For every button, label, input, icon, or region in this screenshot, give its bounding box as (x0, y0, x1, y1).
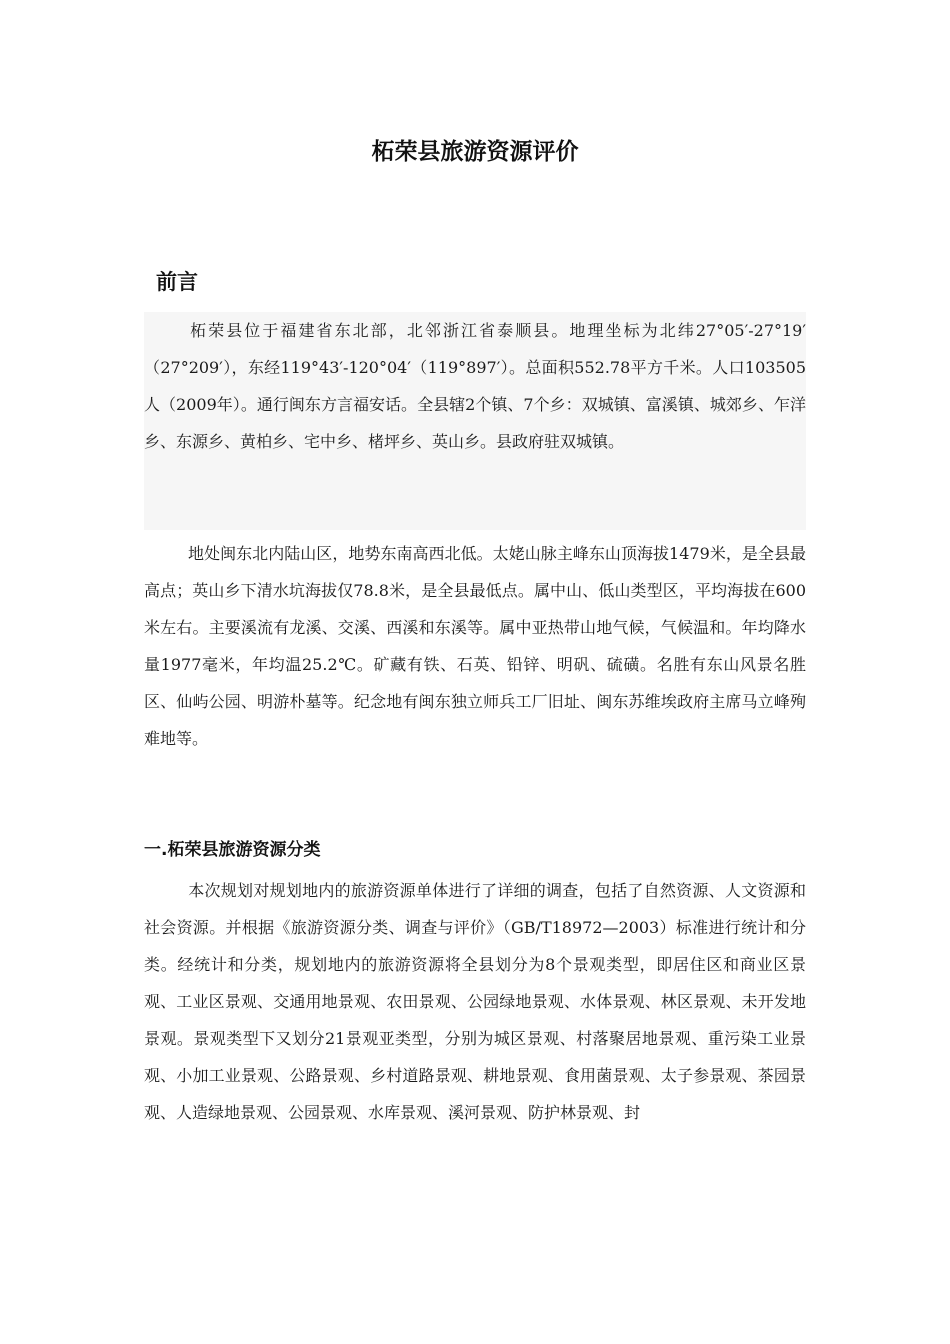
preface-paragraph-1-text: 柘荣县位于福建省东北部，北邻浙江省泰顺县。地理坐标为北纬27°05′-27°19′ （27°209′），东经119°43′-120°04′（119°897′）。总面积552.78平方千米。人口103505人（2009年）。通行闽东方言福安话。全县辖2个镇、7个乡：双城镇、富溪镇、城郊乡、乍洋乡、东源乡、黄柏乡、宅中乡、楮坪乡、英山乡。县政府驻双城镇。 (144, 321, 806, 451)
preface-paragraph-2 (144, 535, 806, 757)
document-title: 柘荣县旅游资源评价 (371, 139, 579, 165)
preface-paragraph-2-text: 地处闽东北内陆山区，地势东南高西北低。太姥山脉主峰东山顶海拔1479米，是全县最高点；英山乡下清水坑海拔仅78.8米，是全县最低点。属中山、低山类型区，平均海拔在600米左右。主要溪流有龙溪、交溪、西溪和东溪等。属中亚热带山地气候，气候温和。年均降水量1977毫米，年均温25.2℃。矿藏有铁、石英、铅锌、明矾、硫磺。名胜有东山风景名胜区、仙屿公园、明游朴墓等。纪念地有闽东独立师兵工厂旧址、闽东苏维埃政府主席马立峰殉难地等。 (144, 544, 806, 748)
preface-paragraph-1 (144, 312, 806, 530)
section-1-paragraph (144, 872, 806, 1131)
section-1-heading: 一.柘荣县旅游资源分类 (144, 840, 321, 860)
section-1-paragraph-text: 本次规划对规划地内的旅游资源单体进行了详细的调查，包括了自然资源、人文资源和社会资源。并根据《旅游资源分类、调查与评价》（GB/T18972—2003）标准进行统计和分类。经统计和分类，规划地内的旅游资源将全县划分为8个景观类型，即居住区和商业区景观、工业区景观、交通用地景观、农田景观、公园绿地景观、水体景观、林区景观、未开发地景观。景观类型下又划分21景观亚类型，分别为城区景观、村落聚居地景观、重污染工业景观、小加工业景观、公路景观、乡村道路景观、耕地景观、食用菌景观、太子参景观、茶园景观、人造绿地景观、公园景观、水库景观、溪河景观、防护林景观、封 (144, 881, 806, 1122)
preface-heading: 前言 (156, 270, 198, 294)
